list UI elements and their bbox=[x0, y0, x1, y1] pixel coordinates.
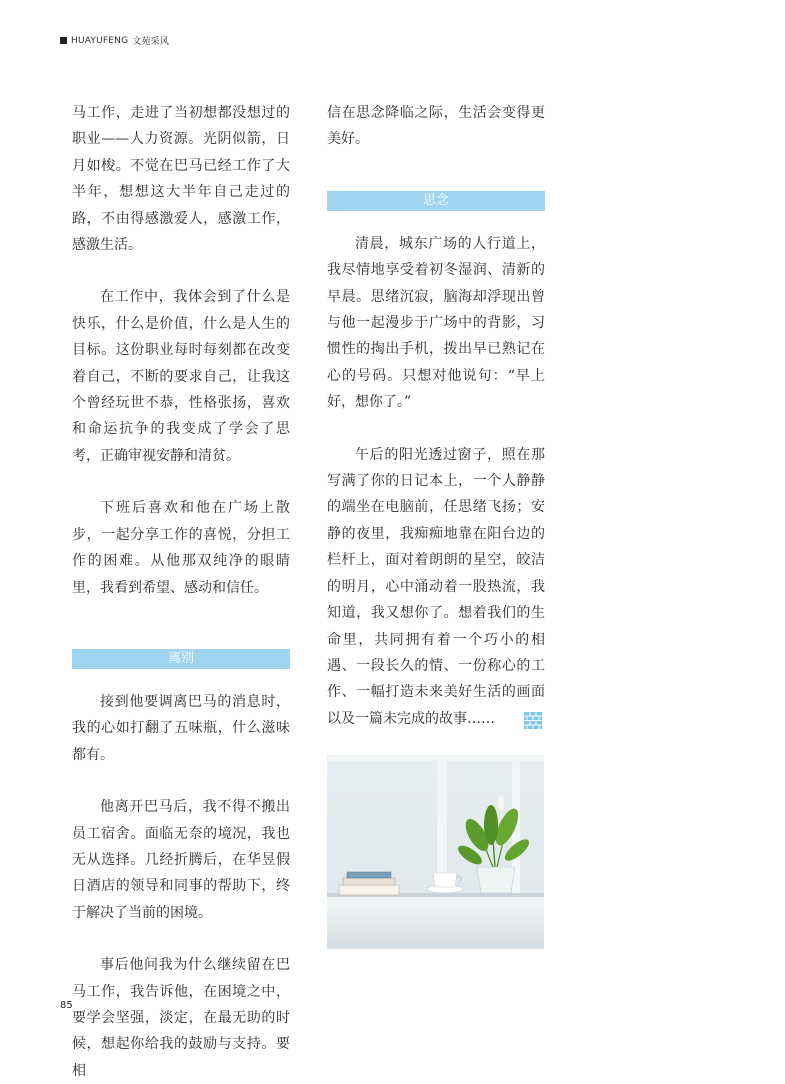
paragraph: 在工作中，我体会到了什么是快乐，什么是价值，什么是人生的目标。这份职业每时每刻都在改变着自己，不断的要求自己，让我这个曾经玩世不恭，性格张扬，喜欢和命运抗争的我变成了学会了思考，正确审视安静和清贫。 bbox=[72, 289, 290, 464]
paragraph: 事后他问我为什么继续留在巴马工作，我告诉他，在困境之中，要学会坚强，淡定，在最无助的时候，想起你给我的鼓励与支持。要相 bbox=[72, 957, 290, 1079]
paragraph: 马工作，走进了当初想都没想过的职业——人力资源。光阴似箭，日月如梭。不觉在巴马已经工作了大半年，想想这大半年自己走过的路，不由得感激爱人，感激工作，感激生活。 bbox=[72, 105, 290, 254]
paragraph: 他离开巴马后，我不得不搬出员工宿舍。面临无奈的境况，我也无从选择。几经折腾后，在华昱假日酒店的领导和同事的帮助下，终于解决了当前的困境。 bbox=[72, 799, 290, 921]
paragraph: 清晨，城东广场的人行道上，我尽情地享受着初冬湿润、清新的早晨。思绪沉寂，脑海却浮现出曾与他一起漫步于广场中的背影，习惯性的掏出手机，拨出早已熟记在心的号码。只想对他说句：“早上好，想你了。” bbox=[327, 235, 545, 411]
windowsill-photo bbox=[327, 755, 544, 949]
left-column bbox=[72, 100, 290, 1084]
paragraph: 下班后喜欢和他在广场上散步，一起分享工作的喜悦，分担工作的困难。从他那双纯净的眼睛里，我看到希望、感动和信任。 bbox=[72, 500, 290, 596]
right-column bbox=[327, 100, 545, 732]
paragraph: 信在思念降临之际，生活会变得更美好。 bbox=[327, 105, 545, 148]
paragraph: 午后的阳光透过窗子，照在那写满了你的日记本上，一个人静静的端坐在电脑前，任思绪飞扬；安静的夜里，我痴痴地靠在阳台边的栏杆上，面对着朗朗的星空，皎洁的明月，心中涌动着一股热流，我知道，我又想你了。想着我们的生命里，共同拥有着一个巧小的相遇、一段长久的情、一份称心的工作、一幅打造未来美好生活的画面以及一篇未完成的故事…… bbox=[327, 446, 545, 727]
section-heading-missing: 思念 bbox=[327, 191, 545, 211]
header-square-icon bbox=[60, 37, 67, 44]
page-number: 85 bbox=[60, 1000, 73, 1011]
section-heading-farewell: 离别 bbox=[72, 649, 290, 669]
header-section: 文苑采风 bbox=[132, 37, 170, 47]
header-brand: HUAYUFENG bbox=[71, 35, 129, 46]
brick-grid-icon bbox=[524, 712, 542, 729]
running-header bbox=[60, 34, 169, 47]
paragraph: 接到他要调离巴马的消息时，我的心如打翻了五味瓶，什么滋味都有。 bbox=[72, 693, 290, 763]
